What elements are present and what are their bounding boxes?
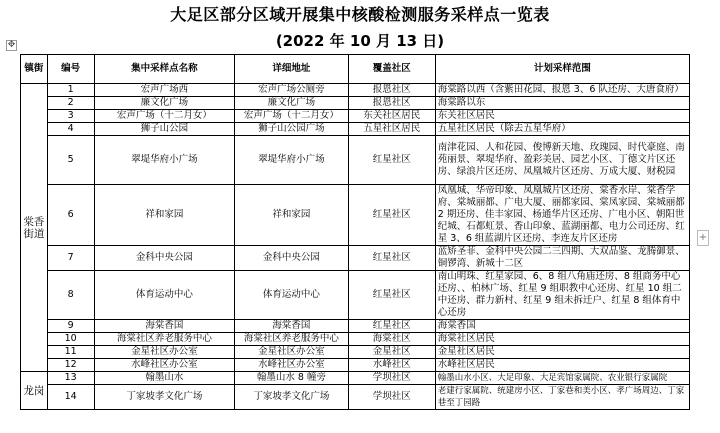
cell-range: 蓝矫圣菲、金科中央公园二三四期、大双品鉴、龙腾御景、铜锣湾、新城十二区 (435, 246, 689, 271)
document-title: 大足区部分区域开展集中核酸检测服务采样点一览表 (170, 5, 550, 24)
cell-no: 9 (47, 320, 94, 333)
cell-address: 廉文化广场 (235, 97, 349, 110)
cell-range: 海棠路以西（含紫田花园、报恩 3、6 队还房、大唐食府） (435, 84, 689, 97)
cell-no: 13 (47, 372, 94, 385)
cell-name: 金星社区办公室 (94, 346, 234, 359)
sampling-points-table (20, 54, 690, 410)
table-move-handle-icon[interactable]: ✥ (7, 40, 16, 50)
header-address: 详细地址 (235, 55, 349, 84)
cell-range: 海棠路以东 (435, 97, 689, 110)
table-row (21, 97, 690, 110)
cell-name: 水峰社区办公室 (94, 359, 234, 372)
cell-name: 翠堤华府小广场 (94, 136, 234, 185)
table-row (21, 84, 690, 97)
table-row (21, 359, 690, 372)
cell-range: 五星社区居民（除去五星华府） (435, 123, 689, 136)
table-row (21, 185, 690, 246)
street-cell: 龙岗 (21, 372, 48, 410)
cell-community: 学坝社区 (348, 385, 435, 410)
cell-address: 狮子山公园广场 (235, 123, 349, 136)
header-name: 集中采样点名称 (94, 55, 234, 84)
table-header-row (21, 55, 690, 84)
table-row (21, 110, 690, 123)
table-row (21, 346, 690, 359)
cell-community: 水峰社区 (348, 359, 435, 372)
header-no: 编号 (47, 55, 94, 84)
table-row (21, 271, 690, 320)
cell-range: 东关社区居民 (435, 110, 689, 123)
table-row (21, 246, 690, 271)
header-community: 覆盖社区 (348, 55, 435, 84)
street-cell: 棠香街道 (21, 84, 48, 372)
table-row (21, 385, 690, 410)
cell-name: 宏声广场（十二月女） (94, 110, 234, 123)
cell-community: 海棠社区 (348, 333, 435, 346)
cell-name: 翰墨山水 (94, 372, 234, 385)
cell-range: 翰墨山水小区、大足印象、大足宾馆家属院、农业银行家属院 (435, 372, 689, 385)
cell-address: 宏声广场（十二月女） (235, 110, 349, 123)
cell-name: 体育运动中心 (94, 271, 234, 320)
cell-name: 丁家坡孝文化广场 (94, 385, 234, 410)
cell-address: 丁家坡孝文化广场 (235, 385, 349, 410)
cell-address: 翰墨山水 8 幢旁 (235, 372, 349, 385)
cell-no: 12 (47, 359, 94, 372)
cell-community: 学坝社区 (348, 372, 435, 385)
cell-range: 海棠社区居民 (435, 333, 689, 346)
cell-name: 海棠香国 (94, 320, 234, 333)
table-row (21, 123, 690, 136)
cell-no: 1 (47, 84, 94, 97)
cell-name: 海棠社区养老服务中心 (94, 333, 234, 346)
cell-address: 海棠社区养老服务中心 (235, 333, 349, 346)
table-row (21, 136, 690, 185)
cell-address: 体育运动中心 (235, 271, 349, 320)
cell-address: 金星社区办公室 (235, 346, 349, 359)
cell-community: 红星社区 (348, 271, 435, 320)
cell-name: 宏声广场西 (94, 84, 234, 97)
cell-no: 7 (47, 246, 94, 271)
table-row (21, 320, 690, 333)
cell-no: 2 (47, 97, 94, 110)
cell-no: 10 (47, 333, 94, 346)
cell-no: 14 (47, 385, 94, 410)
cell-no: 4 (47, 123, 94, 136)
cell-name: 廉文化广场 (94, 97, 234, 110)
cell-address: 海棠香国 (235, 320, 349, 333)
cell-no: 8 (47, 271, 94, 320)
cell-community: 红星社区 (348, 185, 435, 246)
cell-address: 宏声广场公厕旁 (235, 84, 349, 97)
cell-no: 5 (47, 136, 94, 185)
cell-no: 11 (47, 346, 94, 359)
cell-community: 金星社区 (348, 346, 435, 359)
cell-range: 老建行家属院、统建房小区、丁家巷和美小区、孝广场周边、丁家巷至丁园路 (435, 385, 689, 410)
cell-range: 南山明珠、红星家园、6、8 组八角庙还房、8 组商务中心还房、、柏林广场、红星 9 组职教中心还房、红星 10 组二中还房、群力新村、红星 9 组未拆迁户、红星 8 组体育中心还房 (435, 271, 689, 320)
cell-range: 海棠香国 (435, 320, 689, 333)
cell-address: 翠堤华府小广场 (235, 136, 349, 185)
cell-range: 水峰社区居民 (435, 359, 689, 372)
cell-community: 五星社区居民 (348, 123, 435, 136)
cell-range: 南津花园、人和花园、俊博新天地、玫瑰园、时代豪庭、南苑丽景、翠堤华府、盈彩美居、园艺小区、丁德文片区还房、绿浪片区还房、凤凰城片区还房、万成大厦、财税园 (435, 136, 689, 185)
cell-no: 6 (47, 185, 94, 246)
cell-address: 金科中央公园 (235, 246, 349, 271)
cell-range: 金星社区居民 (435, 346, 689, 359)
cell-range: 凤凰城、华帝印象、凤凰城片区还房、棠香水岸、棠香学府、棠城丽都、广电大厦、丽都家园、棠凤家园、棠城丽都 2 期还房、佳丰家园、杨通华片区还房、广电小区、朝阳世纪城、石都虹景、香山印象、蓝湖丽都、电力公司还房、红星 3、6 组蓝湖片区还房、李连友片区还房 (435, 185, 689, 246)
header-range: 计划采样范围 (435, 55, 689, 84)
cell-community: 红星社区 (348, 320, 435, 333)
cell-name: 金科中央公园 (94, 246, 234, 271)
cell-community: 红星社区 (348, 136, 435, 185)
cell-address: 水峰社区办公室 (235, 359, 349, 372)
add-column-handle-icon[interactable]: + (697, 230, 709, 246)
cell-community: 东关社区居民 (348, 110, 435, 123)
header-street: 镇街 (21, 55, 48, 84)
table-row (21, 372, 690, 385)
cell-name: 狮子山公园 (94, 123, 234, 136)
cell-name: 祥和家园 (94, 185, 234, 246)
cell-address: 祥和家园 (235, 185, 349, 246)
table-row (21, 333, 690, 346)
cell-community: 报恩社区 (348, 84, 435, 97)
document-date: (2022 年 10 月 13 日) (275, 32, 445, 50)
cell-community: 红星社区 (348, 246, 435, 271)
cell-no: 3 (47, 110, 94, 123)
cell-community: 报恩社区 (348, 97, 435, 110)
